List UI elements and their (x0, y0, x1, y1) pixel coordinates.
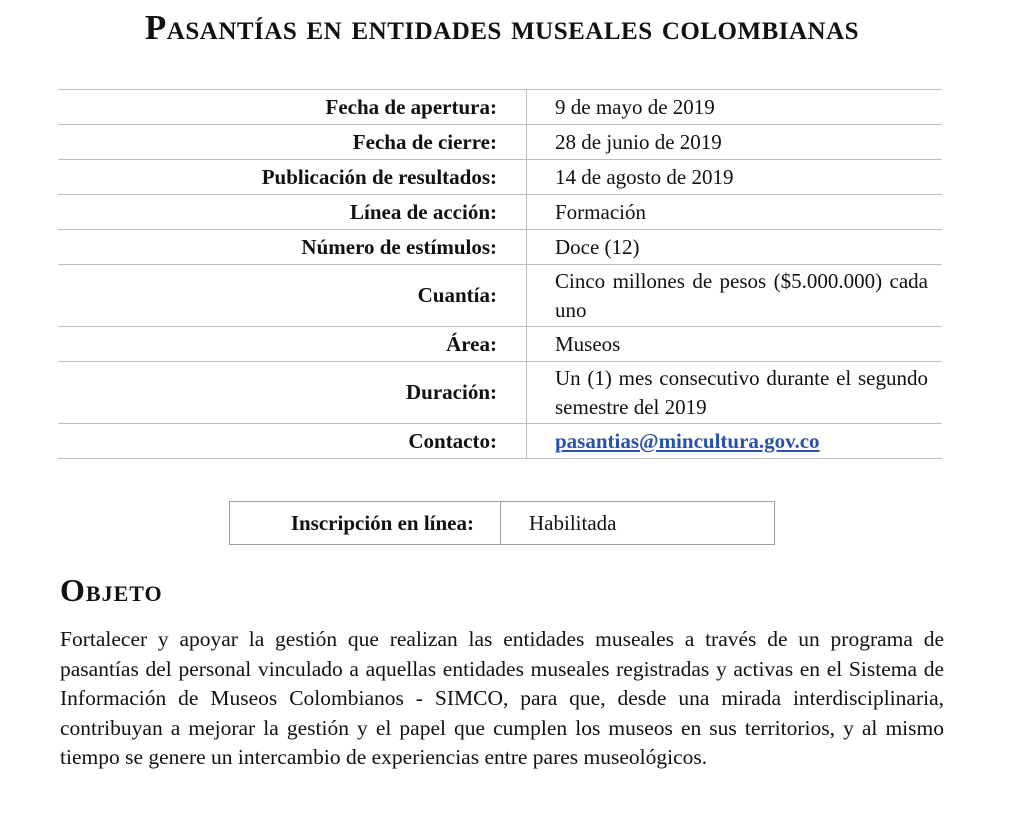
row-value: 28 de junio de 2019 (555, 129, 722, 154)
row-value: Cinco millones de pesos ($5.000.000) cada uno (555, 268, 928, 322)
row-label: Contacto: (58, 424, 527, 459)
row-cuantia (58, 265, 942, 327)
row-value: Museos (555, 331, 621, 356)
row-label: Cuantía: (58, 265, 527, 327)
row-label: Duración: (58, 362, 527, 424)
row-fecha-apertura (58, 90, 942, 125)
row-label: Publicación de resultados: (58, 160, 527, 195)
row-publicacion-resultados (58, 160, 942, 195)
row-numero-estimulos (58, 230, 942, 265)
row-value: Un (1) mes consecutivo durante el segundo semestre del 2019 (555, 365, 928, 419)
section-heading-objeto: Objeto (60, 572, 163, 608)
row-fecha-cierre (58, 125, 942, 160)
row-value: Formación (555, 199, 646, 224)
row-value: 14 de agosto de 2019 (555, 164, 734, 189)
row-value: Doce (12) (555, 234, 640, 259)
row-value (527, 424, 943, 459)
row-label: Número de estímulos: (58, 230, 527, 265)
contact-email-link[interactable]: pasantias@mincultura.gov.co (555, 428, 820, 453)
registration-status: Habilitada (501, 502, 775, 545)
row-label: Fecha de apertura: (58, 90, 527, 125)
row-label: Área: (58, 327, 527, 362)
page-title: Pasantías en entidades museales colombianas (144, 8, 860, 47)
row-value: 9 de mayo de 2019 (555, 94, 715, 119)
registration-label: Inscripción en línea: (230, 502, 501, 545)
registration-table (229, 501, 775, 545)
registration-row (230, 502, 775, 545)
row-label: Línea de acción: (58, 195, 527, 230)
row-duracion (58, 362, 942, 424)
row-linea-accion (58, 195, 942, 230)
row-contacto (58, 424, 942, 459)
details-table (58, 89, 942, 459)
row-label: Fecha de cierre: (58, 125, 527, 160)
row-area (58, 327, 942, 362)
objeto-paragraph: Fortalecer y apoyar la gestión que realizan las entidades museales a través de un programa de pasantías del personal vinculado a aquellas entidades museales registradas y activas en el Sistema de Información de Museos Colombianos - SIMCO, para que, desde una mirada interdisciplinaria, contribuyan a mejorar la gestión y el papel que cumplen los museos en sus territorios, y al mismo tiempo se genere un intercambio de experiencias entre pares museológicos. (60, 627, 944, 769)
